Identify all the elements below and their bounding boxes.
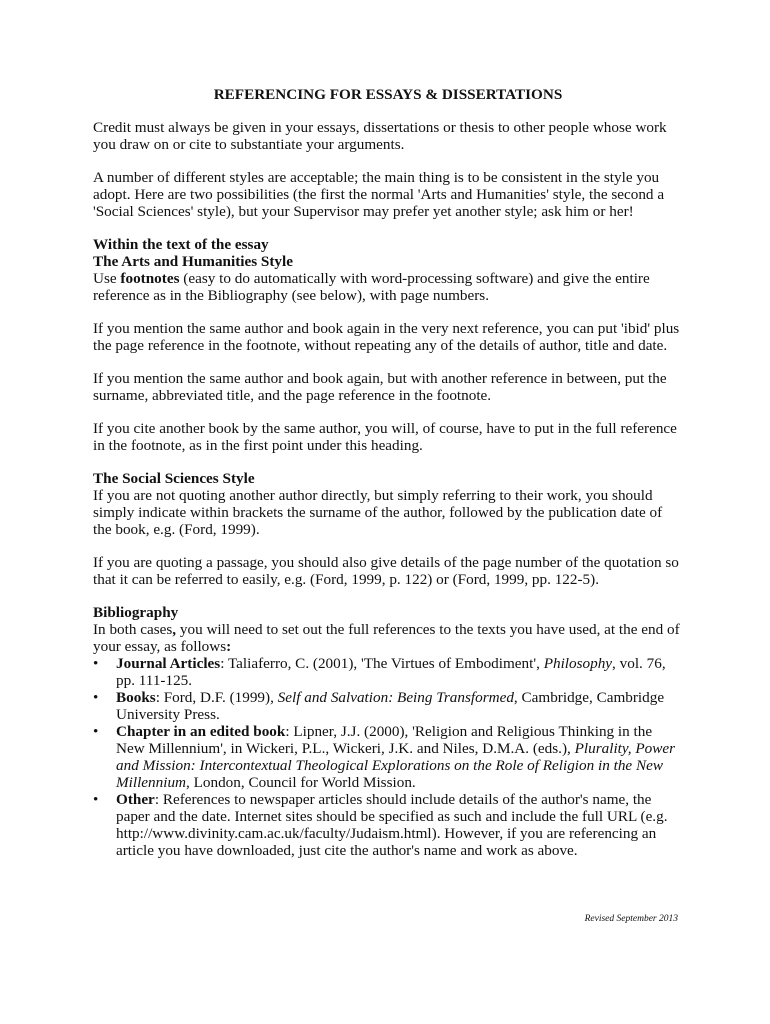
bib-item-label: Journal Articles <box>116 655 221 672</box>
bibliography-intro <box>93 604 683 655</box>
list-item <box>93 689 683 723</box>
bullet-icon: • <box>93 723 99 740</box>
bib-item-text: : Ford, D.F. (1999), <box>155 689 278 706</box>
footnotes-bold: footnotes <box>120 270 180 287</box>
bullet-icon: • <box>93 791 99 808</box>
intro-paragraph-2: A number of different styles are acceptable; the main thing is to be consistent in the style you adopt. Here are two possibilities (the first the normal 'Arts and Humanities' style, the second a 'Social Sciences' style), but your Supervisor may prefer yet another style; ask him or her! <box>93 169 665 220</box>
social-sciences-section <box>93 470 683 538</box>
bibliography-heading: Bibliography <box>93 604 179 621</box>
arts-paragraph-2: If you mention the same author and book again in the very next reference, you can put 'ibid' plus the page reference in the footnote, without repeating any of the details of author, title and date. <box>93 320 680 354</box>
bib-item-label: Chapter in an edited book <box>116 723 286 740</box>
arts-p1-post: (easy to do automatically with word-processing software) and give the entire reference as in the Bibliography (see below), with page numbers. <box>93 270 650 304</box>
social-paragraph-1: If you are not quoting another author directly, but simply referring to their work, you should simply indicate within brackets the surname of the author, followed by the publication date of the book, e.g. (Ford, 1999). <box>93 487 663 538</box>
within-text-heading: Within the text of the essay <box>93 236 269 253</box>
arts-p1-pre: Use <box>93 270 121 287</box>
bibliography-list <box>93 655 683 859</box>
document-page <box>93 86 683 859</box>
bib-item-text-end: , Cambridge, Cambridge University Press. <box>116 689 665 723</box>
bibliography-intro-colon: : <box>226 638 232 655</box>
page-title: REFERENCING FOR ESSAYS & DISSERTATIONS <box>213 86 563 103</box>
list-item <box>93 791 683 859</box>
bullet-icon: • <box>93 655 99 672</box>
revision-date: Revised September 2013 <box>584 914 678 924</box>
arts-paragraph-4: If you cite another book by the same author, you will, of course, have to put in the full reference in the footnote, as in the first point under this heading. <box>93 420 677 454</box>
bib-item-text: : Lipner, J.J. (2000), 'Religion and Religious Thinking in the New Millennium', in Wickeri, P.L., Wickeri, J.K. and Niles, D.M.A. (eds.), <box>116 723 653 757</box>
bib-item-text: : Taliaferro, C. (2001), 'The Virtues of Embodiment', <box>220 655 544 672</box>
bullet-icon: • <box>93 689 99 706</box>
social-paragraph-2: If you are quoting a passage, you should also give details of the page number of the quotation so that it can be referred to easily, e.g. (Ford, 1999, p. 122) or (Ford, 1999, pp. 122-5). <box>93 554 679 588</box>
bib-item-text-end: , vol. 76, pp. 111-125. <box>116 655 666 689</box>
bib-item-text-end: , London, Council for World Mission. <box>186 774 416 791</box>
bib-item-label: Books <box>116 689 156 706</box>
bibliography-intro-mid: you will need to set out the full references to the texts you have used, at the end of your essay, as follows <box>93 621 680 655</box>
arts-humanities-section <box>93 236 683 304</box>
list-item <box>93 655 683 689</box>
bib-item-text: : References to newspaper articles should include details of the author's name, the paper and the date. Internet sites should be specified as such and include the full URL (e.g. http://www.divinity.cam.ac.uk/faculty/Judaism.html). However, if you are referencing an article you have downloaded, just cite the author's name and work as above. <box>116 791 668 859</box>
bib-item-italic: Self and Salvation: Being Transformed <box>277 689 514 706</box>
arts-humanities-heading: The Arts and Humanities Style <box>93 253 293 270</box>
bib-item-italic: Philosophy <box>543 655 613 672</box>
social-sciences-heading: The Social Sciences Style <box>93 470 255 487</box>
bib-item-italic: Plurality, Power and Mission: Intercontextual Theological Explorations on the Role of Religion in the New Millennium <box>116 740 676 791</box>
bib-item-label: Other <box>116 791 155 808</box>
intro-paragraph-1: Credit must always be given in your essays, dissertations or thesis to other people whose work you draw on or cite to substantiate your arguments. <box>93 119 667 153</box>
arts-paragraph-3: If you mention the same author and book again, but with another reference in between, put the surname, abbreviated title, and the page reference in the footnote. <box>93 370 667 404</box>
bibliography-intro-pre: In both cases <box>93 621 173 638</box>
list-item <box>93 723 683 791</box>
bibliography-intro-comma: , <box>172 621 177 638</box>
